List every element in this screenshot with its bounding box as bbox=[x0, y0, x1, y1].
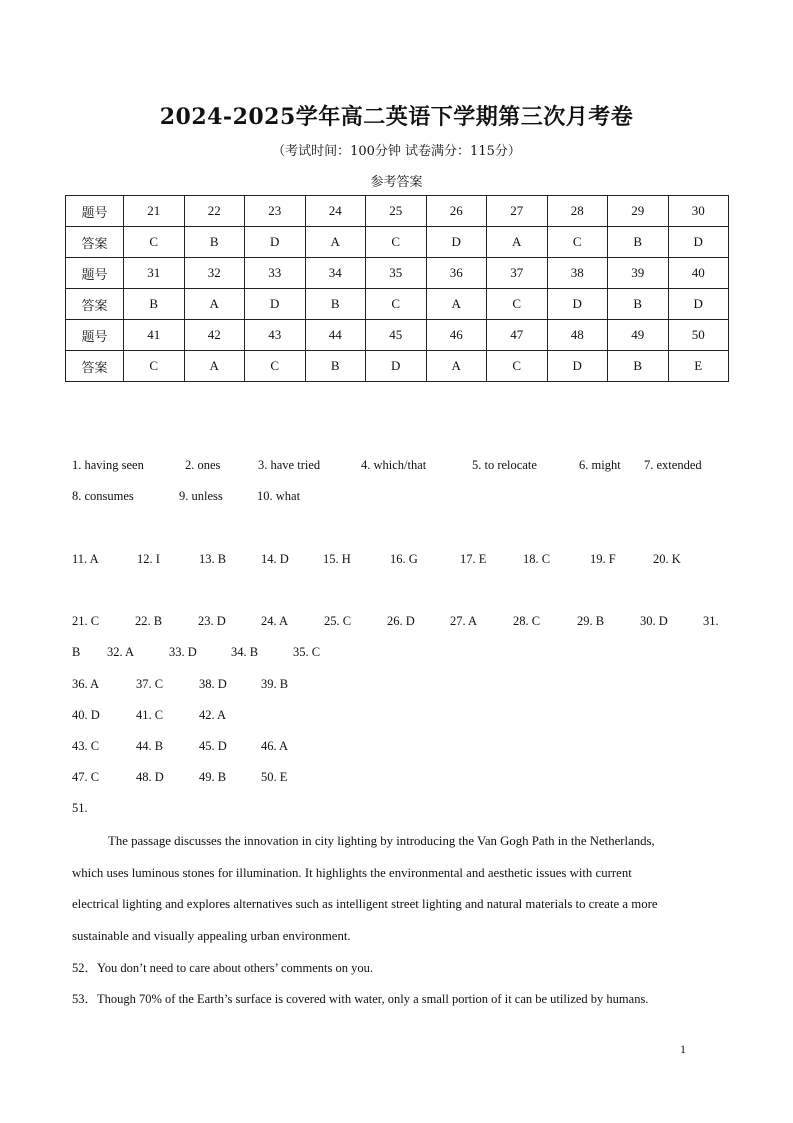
table-cell: D bbox=[668, 227, 729, 258]
answer-item: 3. have tried bbox=[258, 458, 321, 472]
table-cell: 34 bbox=[305, 258, 366, 289]
table-row bbox=[66, 320, 729, 351]
table-cell: 36 bbox=[426, 258, 487, 289]
table-cell: 22 bbox=[184, 196, 245, 227]
table-cell: C bbox=[124, 227, 185, 258]
answer-item: 4. which/that bbox=[361, 458, 427, 472]
reading-answers-line-3 bbox=[72, 677, 311, 692]
question-52-answer: 52．You don’t need to care about others’ comments on you. bbox=[72, 961, 373, 975]
reading-answers-line-6 bbox=[72, 770, 311, 785]
exam-title: 2024-2025学年高二英语下学期第三次月考卷 bbox=[159, 104, 634, 130]
answer-item: 39. B bbox=[261, 677, 289, 691]
summary-line: which uses luminous stones for illumination. It highlights the environmental and aesthetic issues with current bbox=[72, 865, 632, 880]
table-cell: D bbox=[547, 289, 608, 320]
table-cell: B bbox=[305, 351, 366, 382]
table-cell: B bbox=[608, 227, 669, 258]
table-cell: 24 bbox=[305, 196, 366, 227]
answer-item: 8. consumes bbox=[72, 489, 134, 503]
answer-item: 42. A bbox=[199, 708, 227, 722]
answer-item: 36. A bbox=[72, 677, 100, 691]
answer-item: 19. F bbox=[590, 552, 616, 566]
reading-answers-line-2 bbox=[72, 645, 343, 660]
table-cell: 27 bbox=[487, 196, 548, 227]
answer-item: 45. D bbox=[199, 739, 227, 753]
answer-item: 30. D bbox=[640, 614, 668, 628]
table-cell: 30 bbox=[668, 196, 729, 227]
table-cell: A bbox=[487, 227, 548, 258]
answer-item: 7. extended bbox=[644, 458, 702, 472]
table-cell: 21 bbox=[124, 196, 185, 227]
answer-item: 46. A bbox=[261, 739, 289, 753]
table-cell: 44 bbox=[305, 320, 366, 351]
table-cell: C bbox=[487, 351, 548, 382]
table-row-label: 答案 bbox=[66, 289, 124, 320]
answer-item: 40. D bbox=[72, 708, 100, 722]
answer-item: 21. C bbox=[72, 614, 100, 628]
answer-item: 13. B bbox=[199, 552, 227, 566]
answer-item: 27. A bbox=[450, 614, 478, 628]
answer-item: 12. I bbox=[137, 552, 160, 566]
table-cell: C bbox=[547, 227, 608, 258]
table-cell: D bbox=[426, 227, 487, 258]
table-cell: 41 bbox=[124, 320, 185, 351]
table-cell: 28 bbox=[547, 196, 608, 227]
table-row bbox=[66, 351, 729, 382]
answer-item: 2. ones bbox=[185, 458, 221, 472]
summary-line: The passage discusses the innovation in city lighting by introducing the Van Gogh Path in the Netherlands, bbox=[108, 834, 655, 848]
table-cell: D bbox=[366, 351, 427, 382]
table-cell: D bbox=[245, 227, 306, 258]
summary-line: electrical lighting and explores alternatives such as intelligent street lighting and natural materials to create a more bbox=[72, 897, 658, 911]
reading-answers-line-1 bbox=[72, 614, 733, 629]
table-cell: A bbox=[305, 227, 366, 258]
table-cell: 32 bbox=[184, 258, 245, 289]
answer-item: 5. to relocate bbox=[472, 458, 537, 472]
answer-item: 38. D bbox=[199, 677, 227, 691]
table-cell: 45 bbox=[366, 320, 427, 351]
answer-item: 1. having seen bbox=[72, 458, 144, 472]
answer-item: 14. D bbox=[261, 552, 289, 566]
table-cell: 50 bbox=[668, 320, 729, 351]
answer-item: 29. B bbox=[577, 614, 605, 628]
answer-caption: 参考答案 bbox=[370, 175, 423, 190]
table-cell: 42 bbox=[184, 320, 245, 351]
answer-item: 24. A bbox=[261, 614, 289, 628]
table-cell: 49 bbox=[608, 320, 669, 351]
table-cell: 48 bbox=[547, 320, 608, 351]
answer-item: 31. bbox=[703, 614, 719, 628]
answer-item: 16. G bbox=[390, 552, 418, 566]
table-cell: A bbox=[184, 289, 245, 320]
table-cell: 29 bbox=[608, 196, 669, 227]
table-row bbox=[66, 289, 729, 320]
table-cell: D bbox=[245, 289, 306, 320]
answer-item: 48. D bbox=[136, 770, 164, 784]
table-cell: 35 bbox=[366, 258, 427, 289]
answer-item: 18. C bbox=[523, 552, 551, 566]
question-51-label: 51. bbox=[72, 801, 88, 815]
answer-item: 28. C bbox=[513, 614, 541, 628]
reading-answers-line-5 bbox=[72, 739, 311, 754]
table-cell: E bbox=[668, 351, 729, 382]
answer-item: 50. E bbox=[261, 770, 288, 784]
grammar-answers-line-2 bbox=[72, 489, 317, 504]
answer-item: 41. C bbox=[136, 708, 164, 722]
answer-item: 34. B bbox=[231, 645, 259, 659]
table-cell: A bbox=[426, 351, 487, 382]
answer-item: 20. K bbox=[653, 552, 681, 566]
grammar-answers-line-1 bbox=[72, 458, 704, 473]
table-cell: 40 bbox=[668, 258, 729, 289]
table-cell: 23 bbox=[245, 196, 306, 227]
table-cell: 31 bbox=[124, 258, 185, 289]
table-cell: C bbox=[487, 289, 548, 320]
answer-item: 15. H bbox=[323, 552, 351, 566]
table-cell: 38 bbox=[547, 258, 608, 289]
answer-item: 26. D bbox=[387, 614, 415, 628]
answer-table bbox=[65, 195, 729, 382]
summary-paragraph bbox=[72, 826, 732, 952]
table-row-label: 题号 bbox=[66, 258, 124, 289]
table-cell: 43 bbox=[245, 320, 306, 351]
table-row bbox=[66, 227, 729, 258]
answer-item: B bbox=[72, 645, 81, 659]
answer-item: 9. unless bbox=[179, 489, 223, 503]
answer-item: 37. C bbox=[136, 677, 164, 691]
table-cell: C bbox=[245, 351, 306, 382]
answer-item: 10. what bbox=[257, 489, 301, 503]
table-row bbox=[66, 258, 729, 289]
seven-choice-answers bbox=[72, 552, 693, 567]
answer-item: 47. C bbox=[72, 770, 100, 784]
table-cell: B bbox=[124, 289, 185, 320]
table-cell: D bbox=[668, 289, 729, 320]
table-cell: 26 bbox=[426, 196, 487, 227]
table-cell: 33 bbox=[245, 258, 306, 289]
table-cell: 39 bbox=[608, 258, 669, 289]
table-cell: A bbox=[184, 351, 245, 382]
answer-item: 35. C bbox=[293, 645, 321, 659]
table-row bbox=[66, 196, 729, 227]
question-53-answer: 53．Though 70% of the Earth’s surface is covered with water, only a small portion of it can be utilized by humans. bbox=[72, 992, 649, 1006]
table-cell: C bbox=[124, 351, 185, 382]
summary-line: sustainable and visually appealing urban environment. bbox=[72, 928, 351, 943]
table-cell: 47 bbox=[487, 320, 548, 351]
table-cell: A bbox=[426, 289, 487, 320]
exam-subtitle: （考试时间：100分钟 试卷满分：115分） bbox=[272, 144, 521, 159]
table-cell: B bbox=[305, 289, 366, 320]
table-cell: B bbox=[184, 227, 245, 258]
answer-item: 23. D bbox=[198, 614, 226, 628]
answer-item: 25. C bbox=[324, 614, 352, 628]
answer-item: 32. A bbox=[107, 645, 135, 659]
answer-item: 43. C bbox=[72, 739, 100, 753]
answer-item: 22. B bbox=[135, 614, 163, 628]
table-cell: 25 bbox=[366, 196, 427, 227]
table-cell: D bbox=[547, 351, 608, 382]
table-cell: C bbox=[366, 227, 427, 258]
reading-answers-line-4 bbox=[72, 708, 249, 723]
table-cell: B bbox=[608, 289, 669, 320]
answer-item: 33. D bbox=[169, 645, 197, 659]
answer-item: 6. might bbox=[579, 458, 621, 472]
answer-item: 11. A bbox=[72, 552, 99, 566]
table-cell: 37 bbox=[487, 258, 548, 289]
table-row-label: 题号 bbox=[66, 320, 124, 351]
table-cell: C bbox=[366, 289, 427, 320]
table-row-label: 题号 bbox=[66, 196, 124, 227]
answer-item: 49. B bbox=[199, 770, 227, 784]
table-cell: 46 bbox=[426, 320, 487, 351]
page-number: 1 bbox=[680, 1042, 686, 1056]
answer-item: 17. E bbox=[460, 552, 487, 566]
table-row-label: 答案 bbox=[66, 351, 124, 382]
table-cell: B bbox=[608, 351, 669, 382]
answer-item: 44. B bbox=[136, 739, 164, 753]
table-row-label: 答案 bbox=[66, 227, 124, 258]
